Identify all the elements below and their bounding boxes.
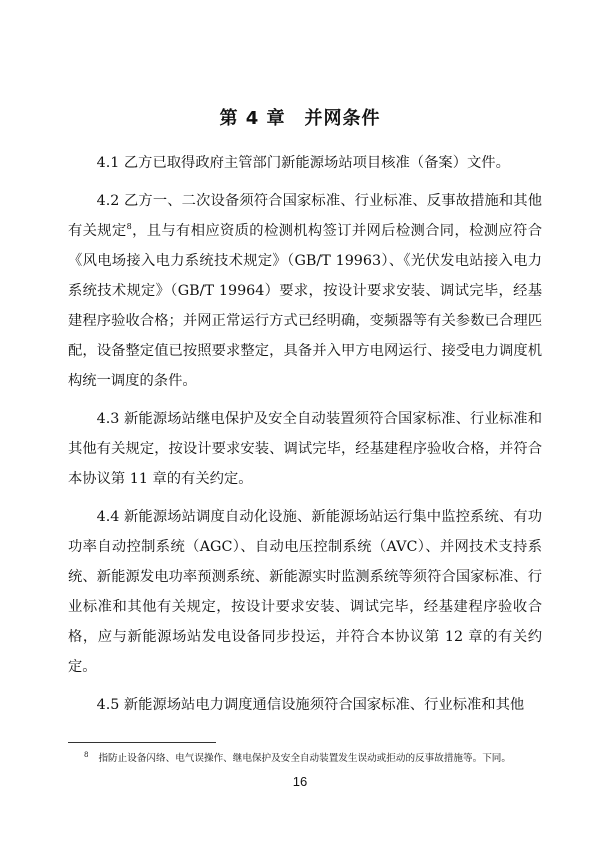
footnote-reference[interactable]: 8 xyxy=(126,222,132,232)
clause-4-2-text-after: ，且与有相应资质的检测机构签订并网后检测合同，检测应符合《风电场接入电力系统技术规定》（GB/T 19963）、《光伏发电站接入电力系统技术规定》（GB/T 19964）要求，按设计要求安装、调试完毕，经基建程序验收合格；并网正常运行方式已经明确，变频器等有关参数已合理匹配，设备整定值已按照要求整定，具备并入甲方电网运行、接受电力调度机构统一调度的条件。 xyxy=(68,223,543,389)
footnote-divider xyxy=(68,742,216,743)
body-text xyxy=(68,148,542,728)
clause-4-1: 4.1 乙方已取得政府主管部门新能源场站项目核准（备案）文件。 xyxy=(96,155,510,171)
clause-4-2 xyxy=(68,186,542,396)
footnote-text: 指防止设备闪络、电气误操作、继电保护及安全自动装置发生误动或拒动的反事故措施等。下同。 xyxy=(98,753,511,764)
clause-4-3: 4.3 新能源场站继电保护及安全自动装置须符合国家标准、行业标准和其他有关规定，按设计要求安装、调试完毕，经基建程序验收合格，并符合本协议第 11 章的有关约定。 xyxy=(68,411,542,487)
page-number: 16 xyxy=(292,774,308,789)
chapter-title: 第 4 章 并网条件 xyxy=(219,108,381,129)
footnote-mark: 8 xyxy=(84,750,89,759)
footnote xyxy=(68,752,542,766)
clause-4-4: 4.4 新能源场站调度自动化设施、新能源场站运行集中监控系统、有功功率自动控制系统（AGC）、自动电压控制系统（AVC）、并网技术支持系统、新能源发电功率预测系统、新能源实时监测系统等须符合国家标准、行业标准和其他有关规定，按设计要求安装、调试完毕，经基建程序验收合格，应与新能源场站发电设备同步投运，并符合本协议第 12 章的有关约定。 xyxy=(68,509,542,675)
clause-4-2-text-before: 4.2 乙方一、二次设备须符合国家标准、行业标准、反事故措施和其他有关规定 xyxy=(68,193,542,239)
clause-4-5: 4.5 新能源场站电力调度通信设施须符合国家标准、行业标准和其他 xyxy=(96,697,525,713)
